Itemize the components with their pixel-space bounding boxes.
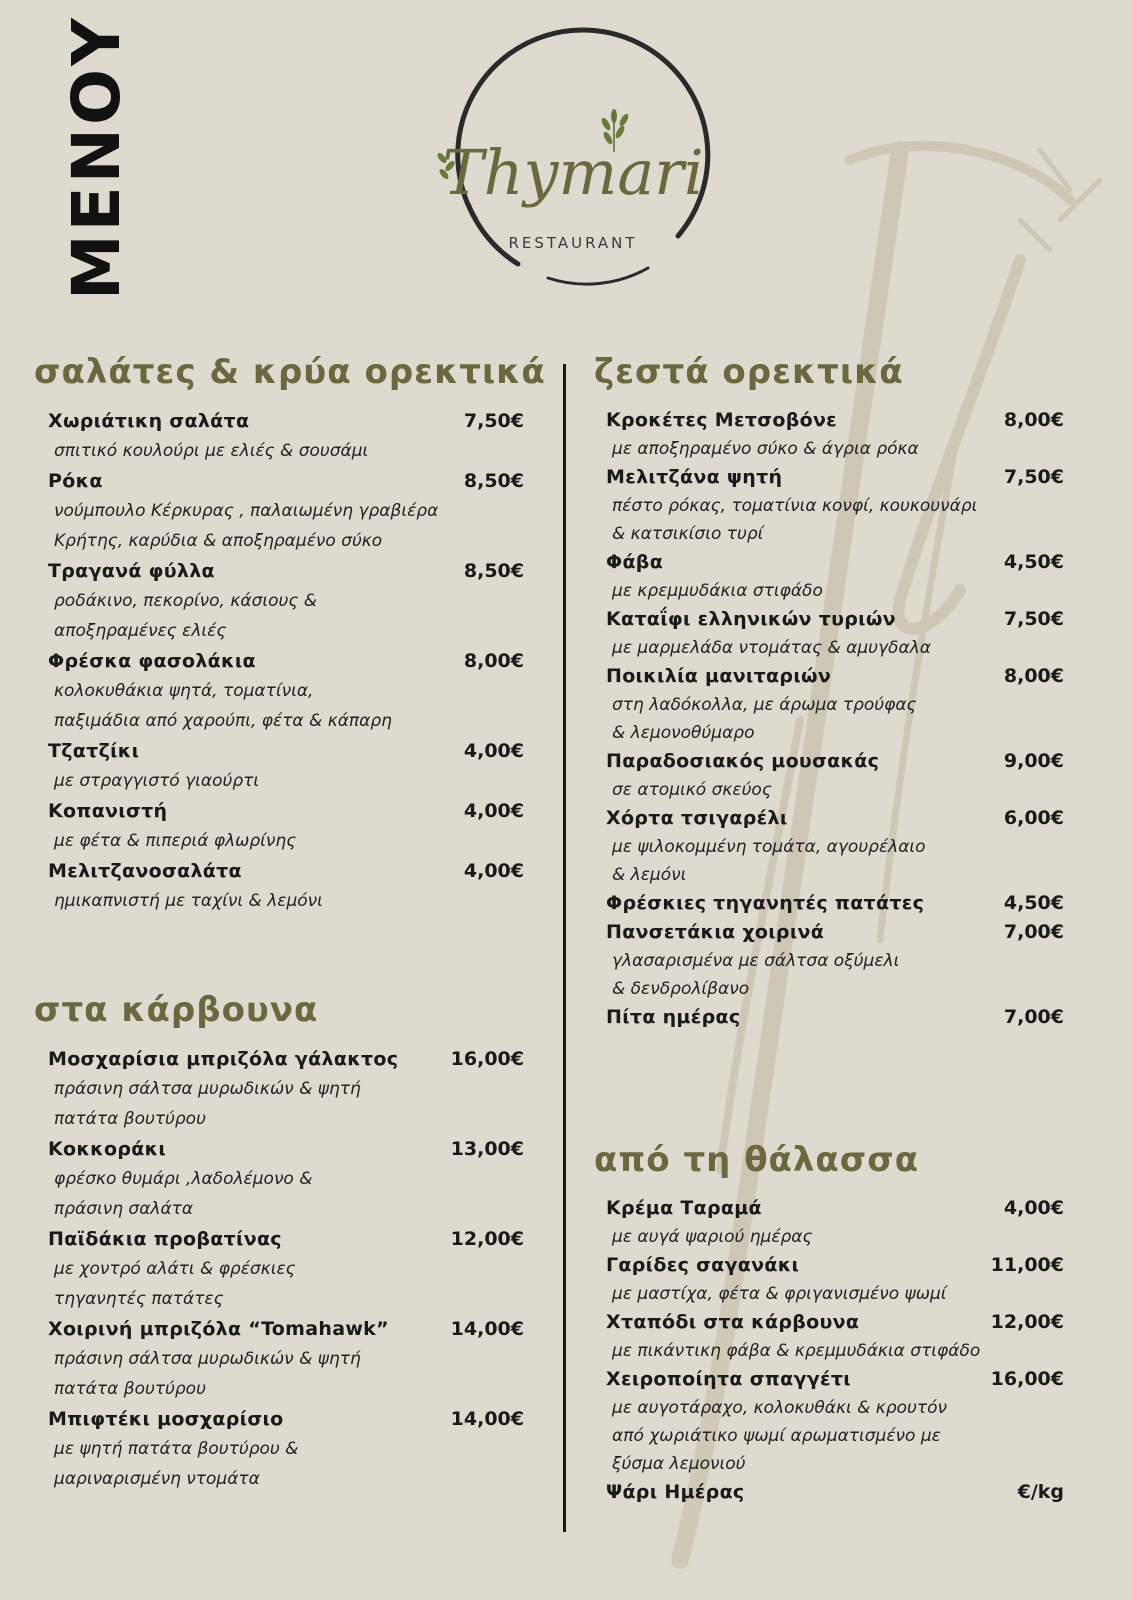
menu-item <box>48 466 524 556</box>
menu-item <box>606 463 1064 548</box>
section-title: από τη θάλασσα <box>594 1140 920 1180</box>
menu-item-price: 4,00€ <box>463 800 524 822</box>
menu-item-description: με μαστίχα, φέτα & φριγανισμένο ψωμί <box>612 1284 947 1304</box>
menu-item-description: ροδάκινο, πεκορίνο, κάσιους & αποξηραμένες ελιές <box>54 591 317 641</box>
section-title: ζεστά ορεκτικά <box>594 352 904 392</box>
menu-item-price: 12,00€ <box>450 1228 524 1250</box>
menu-item <box>48 646 524 736</box>
menu-item-price: 8,50€ <box>463 560 524 582</box>
menu-item-name: Κροκέτες Μετσοβόνε <box>606 409 838 431</box>
restaurant-logo <box>428 24 708 294</box>
menu-item-name: Τζατζίκι <box>48 740 140 762</box>
menu-item-description: με χοντρό αλάτι & φρέσκιες τηγανητές πατάτες <box>54 1259 296 1309</box>
menu-item-description: πράσινη σάλτσα μυρωδικών & ψητή πατάτα βουτύρου <box>54 1349 361 1399</box>
menu-item-name: Χοιρινή μπριζόλα “Tomahawk” <box>48 1318 389 1340</box>
menu-item-description: με στραγγιστό γιαούρτι <box>54 771 260 791</box>
menu-item-description: με αυγά ψαριού ημέρας <box>612 1227 813 1247</box>
menu-item-description: φρέσκο θυμάρι ,λαδολέμονο & πράσινη σαλάτα <box>54 1169 313 1219</box>
section-from-the-sea <box>594 1140 1064 1507</box>
menu-item <box>48 1134 524 1224</box>
menu-item-description: σπιτικό κουλούρι με ελιές & σουσάμι <box>54 441 369 461</box>
logo-script-text: Thymari <box>442 136 704 209</box>
menu-item-description: νούμπουλο Κέρκυρας , παλαιωμένη γραβιέρα Κρήτης, καρύδια & αποξηραμένο σύκο <box>54 501 439 551</box>
menu-item-name: Ψάρι Ημέρας <box>606 1481 745 1503</box>
menu-item-description: πράσινη σάλτσα μυρωδικών & ψητή πατάτα βουτύρου <box>54 1079 361 1129</box>
menu-item-name: Μελιτζανοσαλάτα <box>48 860 242 882</box>
menu-item <box>606 747 1064 804</box>
menu-item-description: με φέτα & πιπεριά φλωρίνης <box>54 831 297 851</box>
section-hot-appetizers <box>594 352 1064 1032</box>
menu-item <box>606 1194 1064 1251</box>
menu-item-name: Τραγανά φύλλα <box>48 560 215 582</box>
menu-item <box>48 1404 524 1494</box>
menu-item <box>606 1003 1064 1032</box>
menu-item-description: με πικάντικη φάβα & κρεμμυδάκια στιφάδο <box>612 1341 981 1361</box>
menu-item-name: Φρέσκα φασολάκια <box>48 650 256 672</box>
menu-item <box>48 736 524 796</box>
menu-item-price: 11,00€ <box>990 1254 1064 1276</box>
menu-item <box>48 1224 524 1314</box>
menu-item-name: Κοκκοράκι <box>48 1138 167 1160</box>
menu-item <box>606 662 1064 747</box>
menu-item-list <box>48 406 524 916</box>
menu-item-price: 8,00€ <box>463 650 524 672</box>
menu-item-description: με αυγοτάραχο, κολοκυθάκι & κρουτόν από χωριάτικο ψωμί αρωματισμένο με ξύσμα λεμονιού <box>612 1398 947 1474</box>
menu-item-price: 4,00€ <box>1003 1197 1064 1219</box>
menu-vertical-label: ΜΕΝΟΥ <box>58 15 135 300</box>
menu-item-name: Ρόκα <box>48 470 103 492</box>
menu-item-price: 4,00€ <box>463 740 524 762</box>
menu-item-name: Χειροποίητα σπαγγέτι <box>606 1368 851 1390</box>
logo-subtitle: RESTAURANT <box>508 234 638 252</box>
menu-item-price: 13,00€ <box>450 1138 524 1160</box>
menu-item-price: 7,00€ <box>1003 1006 1064 1028</box>
menu-item <box>606 804 1064 889</box>
menu-item <box>606 406 1064 463</box>
section-title: σαλάτες & κρύα ορεκτικά <box>34 352 546 392</box>
menu-item-price: 16,00€ <box>450 1048 524 1070</box>
menu-item-name: Φρέσκιες τηγανητές πατάτες <box>606 892 925 914</box>
logo-emblem-icon <box>428 24 718 294</box>
menu-item <box>606 889 1064 918</box>
menu-item <box>606 548 1064 605</box>
menu-item-price: 4,00€ <box>463 860 524 882</box>
menu-item <box>606 1365 1064 1478</box>
menu-item-price: 4,50€ <box>1003 551 1064 573</box>
menu-item-name: Καταΐφι ελληνικών τυριών <box>606 608 896 630</box>
menu-item-name: Μοσχαρίσια μπριζόλα γάλακτος <box>48 1048 399 1070</box>
menu-item-price: 12,00€ <box>990 1311 1064 1333</box>
menu-item-price: 8,00€ <box>1003 665 1064 687</box>
menu-item <box>48 1314 524 1404</box>
menu-item-name: Παϊδάκια προβατίνας <box>48 1228 282 1250</box>
menu-item-price: 6,00€ <box>1003 807 1064 829</box>
menu-item-description: με μαρμελάδα ντομάτας & αμυγδαλα <box>612 638 931 658</box>
menu-item-price: 8,50€ <box>463 470 524 492</box>
menu-item-description: με κρεμμυδάκια στιφάδο <box>612 581 823 601</box>
menu-item-name: Πανσετάκια χοιρινά <box>606 921 825 943</box>
menu-item-price: €/kg <box>1017 1481 1064 1503</box>
section-grill <box>34 990 524 1494</box>
menu-item-name: Φάβα <box>606 551 664 573</box>
menu-item-price: 16,00€ <box>990 1368 1064 1390</box>
menu-item-price: 4,50€ <box>1003 892 1064 914</box>
menu-item-name: Μπιφτέκι μοσχαρίσιο <box>48 1408 284 1430</box>
menu-item <box>606 918 1064 1003</box>
section-salads <box>34 352 546 916</box>
menu-item-name: Χωριάτικη σαλάτα <box>48 410 250 432</box>
menu-item-description: με ψιλοκομμένη τομάτα, αγουρέλαιο & λεμόνι <box>612 837 926 885</box>
menu-item-price: 7,50€ <box>1003 608 1064 630</box>
menu-item-description: σε ατομικό σκεύος <box>612 780 772 800</box>
column-divider <box>563 364 566 1532</box>
menu-item-list <box>606 1194 1064 1507</box>
menu-item-name: Πίτα ημέρας <box>606 1006 741 1028</box>
menu-item <box>606 605 1064 662</box>
menu-item-description: με ψητή πατάτα βουτύρου & μαριναρισμένη ντομάτα <box>54 1439 299 1489</box>
menu-item <box>48 1044 524 1134</box>
menu-item-name: Παραδοσιακός μουσακάς <box>606 750 880 772</box>
menu-item <box>606 1251 1064 1308</box>
menu-item-name: Κρέμα Ταραμά <box>606 1197 762 1219</box>
menu-item-description: κολοκυθάκια ψητά, τοματίνια, παξιμάδια από χαρούπι, φέτα & κάπαρη <box>54 681 392 731</box>
menu-item <box>48 556 524 646</box>
menu-item-description: ημικαπνιστή με ταχίνι & λεμόνι <box>54 891 323 911</box>
menu-item-name: Κοπανιστή <box>48 800 168 822</box>
menu-item-price: 7,50€ <box>1003 466 1064 488</box>
menu-item-description: με αποξηραμένο σύκο & άγρια ρόκα <box>612 439 919 459</box>
menu-item <box>606 1478 1064 1507</box>
menu-item-name: Χόρτα τσιγαρέλι <box>606 807 788 829</box>
menu-item-name: Ποικιλία μανιταριών <box>606 665 832 687</box>
menu-item <box>48 856 524 916</box>
menu-item-description: πέστο ρόκας, τοματίνια κονφί, κουκουνάρι & κατσικίσιο τυρί <box>612 496 978 544</box>
menu-item-price: 14,00€ <box>450 1318 524 1340</box>
menu-item-price: 9,00€ <box>1003 750 1064 772</box>
menu-item-list <box>48 1044 524 1494</box>
menu-item-name: Χταπόδι στα κάρβουνα <box>606 1311 860 1333</box>
section-title: στα κάρβουνα <box>34 990 319 1030</box>
menu-item-price: 14,00€ <box>450 1408 524 1430</box>
menu-item-name: Μελιτζάνα ψητή <box>606 466 783 488</box>
menu-item <box>606 1308 1064 1365</box>
menu-item-name: Γαρίδες σαγανάκι <box>606 1254 800 1276</box>
menu-item-price: 8,00€ <box>1003 409 1064 431</box>
menu-item-list <box>606 406 1064 1032</box>
menu-item-description: γλασαρισμένα με σάλτσα οξύμελι & δενδρολίβανο <box>612 951 900 999</box>
menu-item <box>48 796 524 856</box>
menu-item-price: 7,00€ <box>1003 921 1064 943</box>
menu-item <box>48 406 524 466</box>
menu-item-description: στη λαδόκολλα, με άρωμα τρούφας & λεμονοθύμαρο <box>612 695 917 743</box>
menu-item-price: 7,50€ <box>463 410 524 432</box>
